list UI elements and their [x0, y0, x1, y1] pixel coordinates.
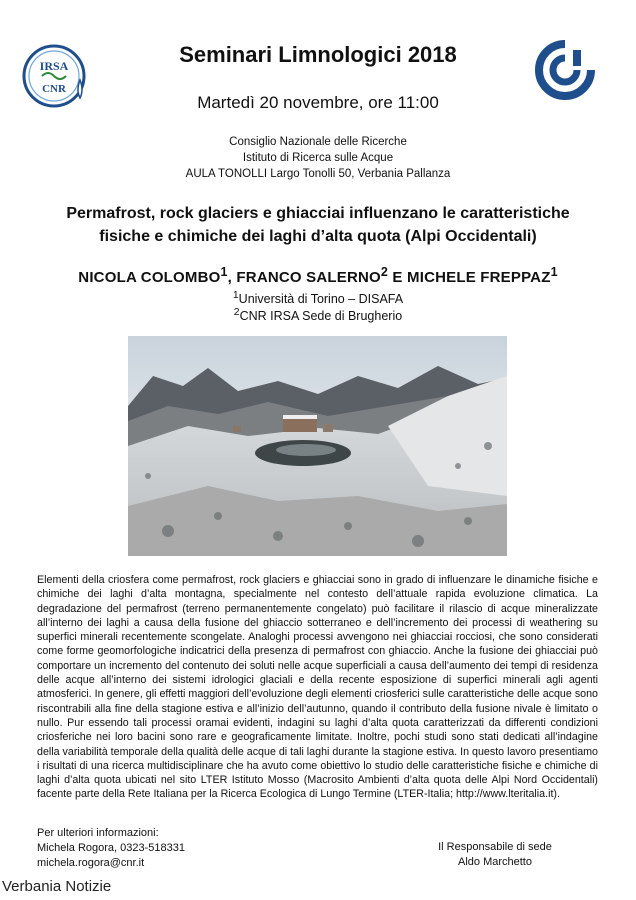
irsa-logo-bottom-text: CNR	[42, 83, 66, 95]
institution-address: AULA TONOLLI Largo Tonolli 50, Verbania Pallanza	[185, 168, 451, 180]
author-separator-1: ,	[227, 269, 237, 286]
author-3-affiliation: 1	[550, 265, 558, 279]
responsible-block	[430, 840, 560, 870]
author-2: FRANCO SALERNO	[236, 269, 381, 286]
authors-line	[0, 265, 636, 286]
affiliation-2	[0, 307, 636, 323]
seminar-datetime: Martedì 20 novembre, ore 11:00	[197, 93, 439, 112]
affiliation-2-number: 2	[233, 307, 240, 318]
affiliation-1-number: 1	[232, 290, 239, 301]
talk-title	[40, 202, 596, 248]
contact-block	[37, 826, 185, 871]
seminar-title: Seminari Limnologici 2018	[179, 42, 457, 67]
responsible-role: Il Responsabile di sede	[438, 841, 552, 853]
institution-line-2: Istituto di Ricerca sulle Acque	[242, 152, 394, 164]
abstract-paragraph: Elementi della criosfera come permafrost, rock glaciers e ghiacciai sono in grado di influenzare le dinamiche fisiche e chimiche dei laghi d’alta montagna, specialmente nel contesto dell’attuale rapida evoluzione climatica. La degradazione del permafrost (terreno permanentemente congelato) può facilitare il rilascio di acque mineralizzate all’interno dei laghi a causa della fusione del ghiaccio sotterraneo e dell’incremento dei processi di weathering su superfici minerali recentemente scongelate. Analoghi processi avvengono nei ghiacciai rocciosi, che sono considerati come forme geomorfologiche indicatrici della presenza di permafrost con ghiaccio. Anche la fusione dei ghiacciai può comportare un incremento del contenuto dei soluti nelle acque superficiali a causa dell’aumento dei tempi di residenza delle acque all’interno dei sistemi idrologici glaciali e della recente esposizione di superfici minerali agli agenti atmosferici. In genere, gli effetti maggiori dell’evoluzione degli elementi criosferici sulle caratteristiche delle acque sono riscontrabili alla fine della stagione estiva e all’inizio dell’autunno, quando il contributo della fusione nivale è limitato o nullo. Pur essendo tali processi oramai evidenti, indagini su laghi d’alta quota caratterizzati da differenti condizioni criosferiche nei loro bacini sono rare e geograficamente limitate. Inoltre, pochi studi sono stati dedicati all’indagine della variabilità temporale della qualità delle acque di tali laghi durante la stagione estiva. In questo lavoro presentiamo i risultati di una ricerca multidisciplinare che ha avuto come obiettivo lo studio delle caratteristiche fisiche e chimiche di laghi d’alta quota ubicati nel sito LTER Istituto Mosso (Macrosito Ambienti d’alta quota delle Alpi Nord Occidentali) facente parte della Rete Italiana per la Ricerca Ecologica di Lungo Termine (LTER-Italia; http://www.lteritalia.it).	[37, 574, 598, 801]
author-1-affiliation: 1	[220, 265, 228, 279]
contact-email: michela.rogora@cnr.it	[37, 857, 145, 869]
contact-name-phone: Michela Rogora, 0323-518331	[37, 842, 185, 854]
talk-title-line-2: fisiche e chimiche dei laghi d’alta quota (Alpi Occidentali)	[99, 228, 537, 245]
alpine-lake-photo	[128, 336, 507, 556]
author-1: NICOLA COLOMBO	[78, 269, 221, 286]
affiliation-1-text: Università di Torino – DISAFA	[238, 292, 404, 307]
contact-heading: Per ulteriori informazioni:	[37, 827, 159, 839]
responsible-name: Aldo Marchetto	[458, 856, 532, 868]
watermark: Verbania Notizie	[2, 878, 112, 895]
affiliation-2-text: CNR IRSA Sede di Brugherio	[239, 309, 403, 324]
author-2-affiliation: 2	[380, 265, 389, 279]
author-separator-2: E	[388, 269, 407, 286]
talk-title-line-1: Permafrost, rock glaciers e ghiacciai influenzano le caratteristiche	[66, 205, 570, 222]
irsa-logo-top-text: IRSA	[39, 59, 69, 73]
institution-line-1: Consiglio Nazionale delle Ricerche	[229, 136, 407, 148]
author-3: MICHELE FREPPAZ	[407, 269, 551, 286]
affiliation-1	[0, 290, 636, 306]
